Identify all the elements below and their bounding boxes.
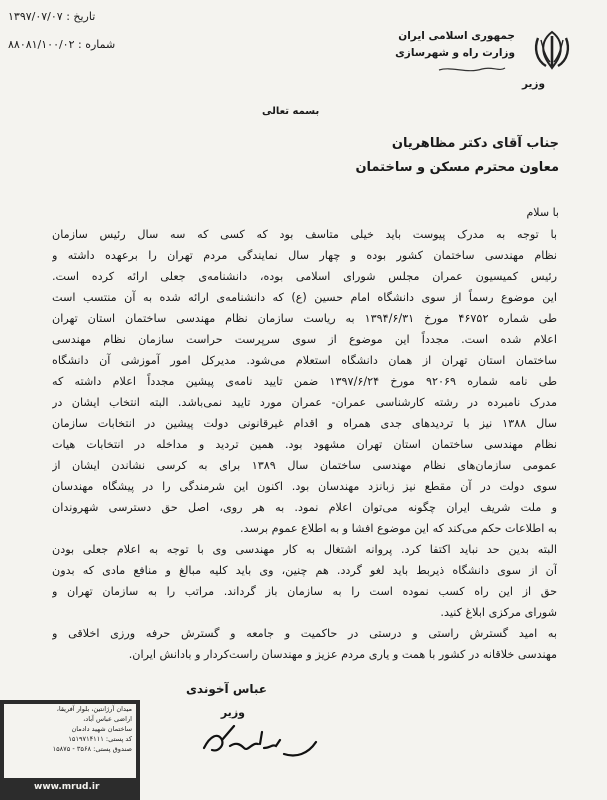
recipient-name: جناب آقای دکتر مظاهریان: [391, 136, 559, 151]
handwritten-signature: [200, 718, 320, 762]
body-line: نظام مهندسی ساختمان استان تهران مشهود بود. همین تردید و مداخله در انتخابات هیات: [52, 438, 557, 451]
body-line: حق از این راه کسب نموده است را به سازمان باز گرداند. مراتب را به سازمان تهران و: [52, 585, 557, 598]
body-line: سوی دولت در آن مقطع نیز زبانزد مهندسان بود. اکنون این شرمندگی را در پیشگاه مهندسان: [52, 480, 557, 493]
recipient-title: معاون محترم مسکن و ساختمان: [355, 160, 559, 175]
org-name-line2: وزارت راه و شهرسازی: [395, 47, 515, 59]
org-underline-flourish: [437, 64, 507, 76]
org-name-line1: جمهوری اسلامی ایران: [398, 30, 515, 42]
body-line: طی شماره ۴۶۷۵۲ مورخ ۱۳۹۴/۶/۳۱ به ریاست سازمان نظام مهندسی ساختمان استان تهران: [52, 312, 557, 325]
date-label: تاریخ :: [66, 10, 96, 23]
body-line: عمومی سازمان‌های نظام مهندسی ساختمان سال ۱۳۸۹ برای به کرسی نشاندن ایشان از: [52, 459, 557, 472]
date-value: ۱۳۹۷/۰۷/۰۷: [8, 10, 63, 23]
body-line: طی نامه شماره ۹۲۰۶۹ مورخ ۱۳۹۷/۶/۲۴ ضمن تایید نامه‌ی پیشین مجدداً اعلام داشته که: [52, 375, 557, 388]
footer-line: ساختمان شهید دادمان: [71, 725, 132, 733]
body-line: این موضوع رسماً از سوی دانشگاه امام حسین (ع) که دانشنامه‌ی ارائه شده به آن منتسب است: [52, 291, 557, 304]
body-line: آن از سوی دانشگاه ذیربط باید لغو گردد. هم چنین، وی باید کلیه مبالغ و منافع مادی که بدون: [52, 564, 557, 577]
body-line: به امید گسترش راستی و درستی در حاکمیت و جامعه و گسترش حرفه ورزی اخلاقی و: [52, 627, 557, 640]
basmala: بسمه تعالی: [262, 106, 320, 117]
footer-line: اراضی عباس آباد،: [83, 715, 132, 723]
body-line: اعلام شده است. مجدداً این موضوع از سوی سرپرست حراست سازمان نظام مهندسی: [52, 333, 557, 346]
body-line: با توجه به مدرک پیوست باید خیلی متاسف بود که کسی که سه سال رئیس سازمان: [52, 228, 557, 241]
greeting: با سلام: [526, 206, 559, 219]
signer-title: وزیر: [220, 706, 245, 719]
date-line: [6, 10, 95, 23]
footer-line: کد پستی: ۱۵۱۹۷۱۴۱۱۱: [68, 735, 132, 743]
signer-name: عباس آخوندی: [185, 682, 267, 696]
body-line: نظام مهندسی ساختمان کشور بوده و چهار سال نمایندگی مردم تهران را برعهده داشته و: [52, 249, 557, 262]
footer-line: میدان آرژانتین، بلوار آفریقا،: [56, 705, 132, 713]
number-value: ۸۸۰۸۱/۱۰۰/۰۲: [8, 38, 75, 51]
body-line: و ملت شریف ایران چگونه می‌توان اعلام نمود. به هر روی، اصل حق دسترسی شهروندان: [52, 501, 557, 514]
footer-address: [4, 704, 136, 778]
office-label: وزیر: [521, 78, 545, 90]
body-line: رئیس کمیسیون عمران مجلس شورای اسلامی بوده، دانشنامه‌ی جعلی ارائه کرده است.: [52, 270, 557, 283]
number-label: شماره :: [78, 38, 116, 51]
body-line: مدرک نامبرده در رشته کارشناسی عمران- عمران مورد تایید نمی‌باشد. البته انتخاب ایشان در: [52, 396, 557, 409]
footer-address-box: [0, 700, 140, 800]
footer-line: صندوق پستی: ۳۵۶۸ - ۱۵۸۷۵: [52, 745, 132, 753]
number-line: [6, 38, 115, 51]
iran-emblem-icon: [530, 28, 574, 72]
body-line: البته بدین حد نباید اکتفا کرد. پروانه اشتغال به کار مهندسی وی با توجه به اعلام جعلی بودن: [52, 543, 557, 556]
body-line: مهندسی خلاقانه در کشور با همت و یاری مردم عزیز و مهندسان راست‌کردار و بادانش ایران.: [128, 648, 557, 661]
body-line: سال ۱۳۸۸ نیز با تردیدهای جدی همراه و اقدام غیرقانونی دولت پیشین در انتخابات سازمان: [52, 417, 557, 430]
website-link[interactable]: www.mrud.ir: [34, 782, 100, 792]
body-line: به اطلاعات حکم می‌کند که این موضوع افشا و به اطلاع عموم برسد.: [240, 522, 557, 535]
body-line: شورای مرکزی ابلاغ کنید.: [440, 606, 557, 619]
body-line: ساختمان استان تهران از همان دانشگاه استعلام می‌شود. مدیرکل امور آموزشی آن دانشگاه: [52, 354, 557, 367]
